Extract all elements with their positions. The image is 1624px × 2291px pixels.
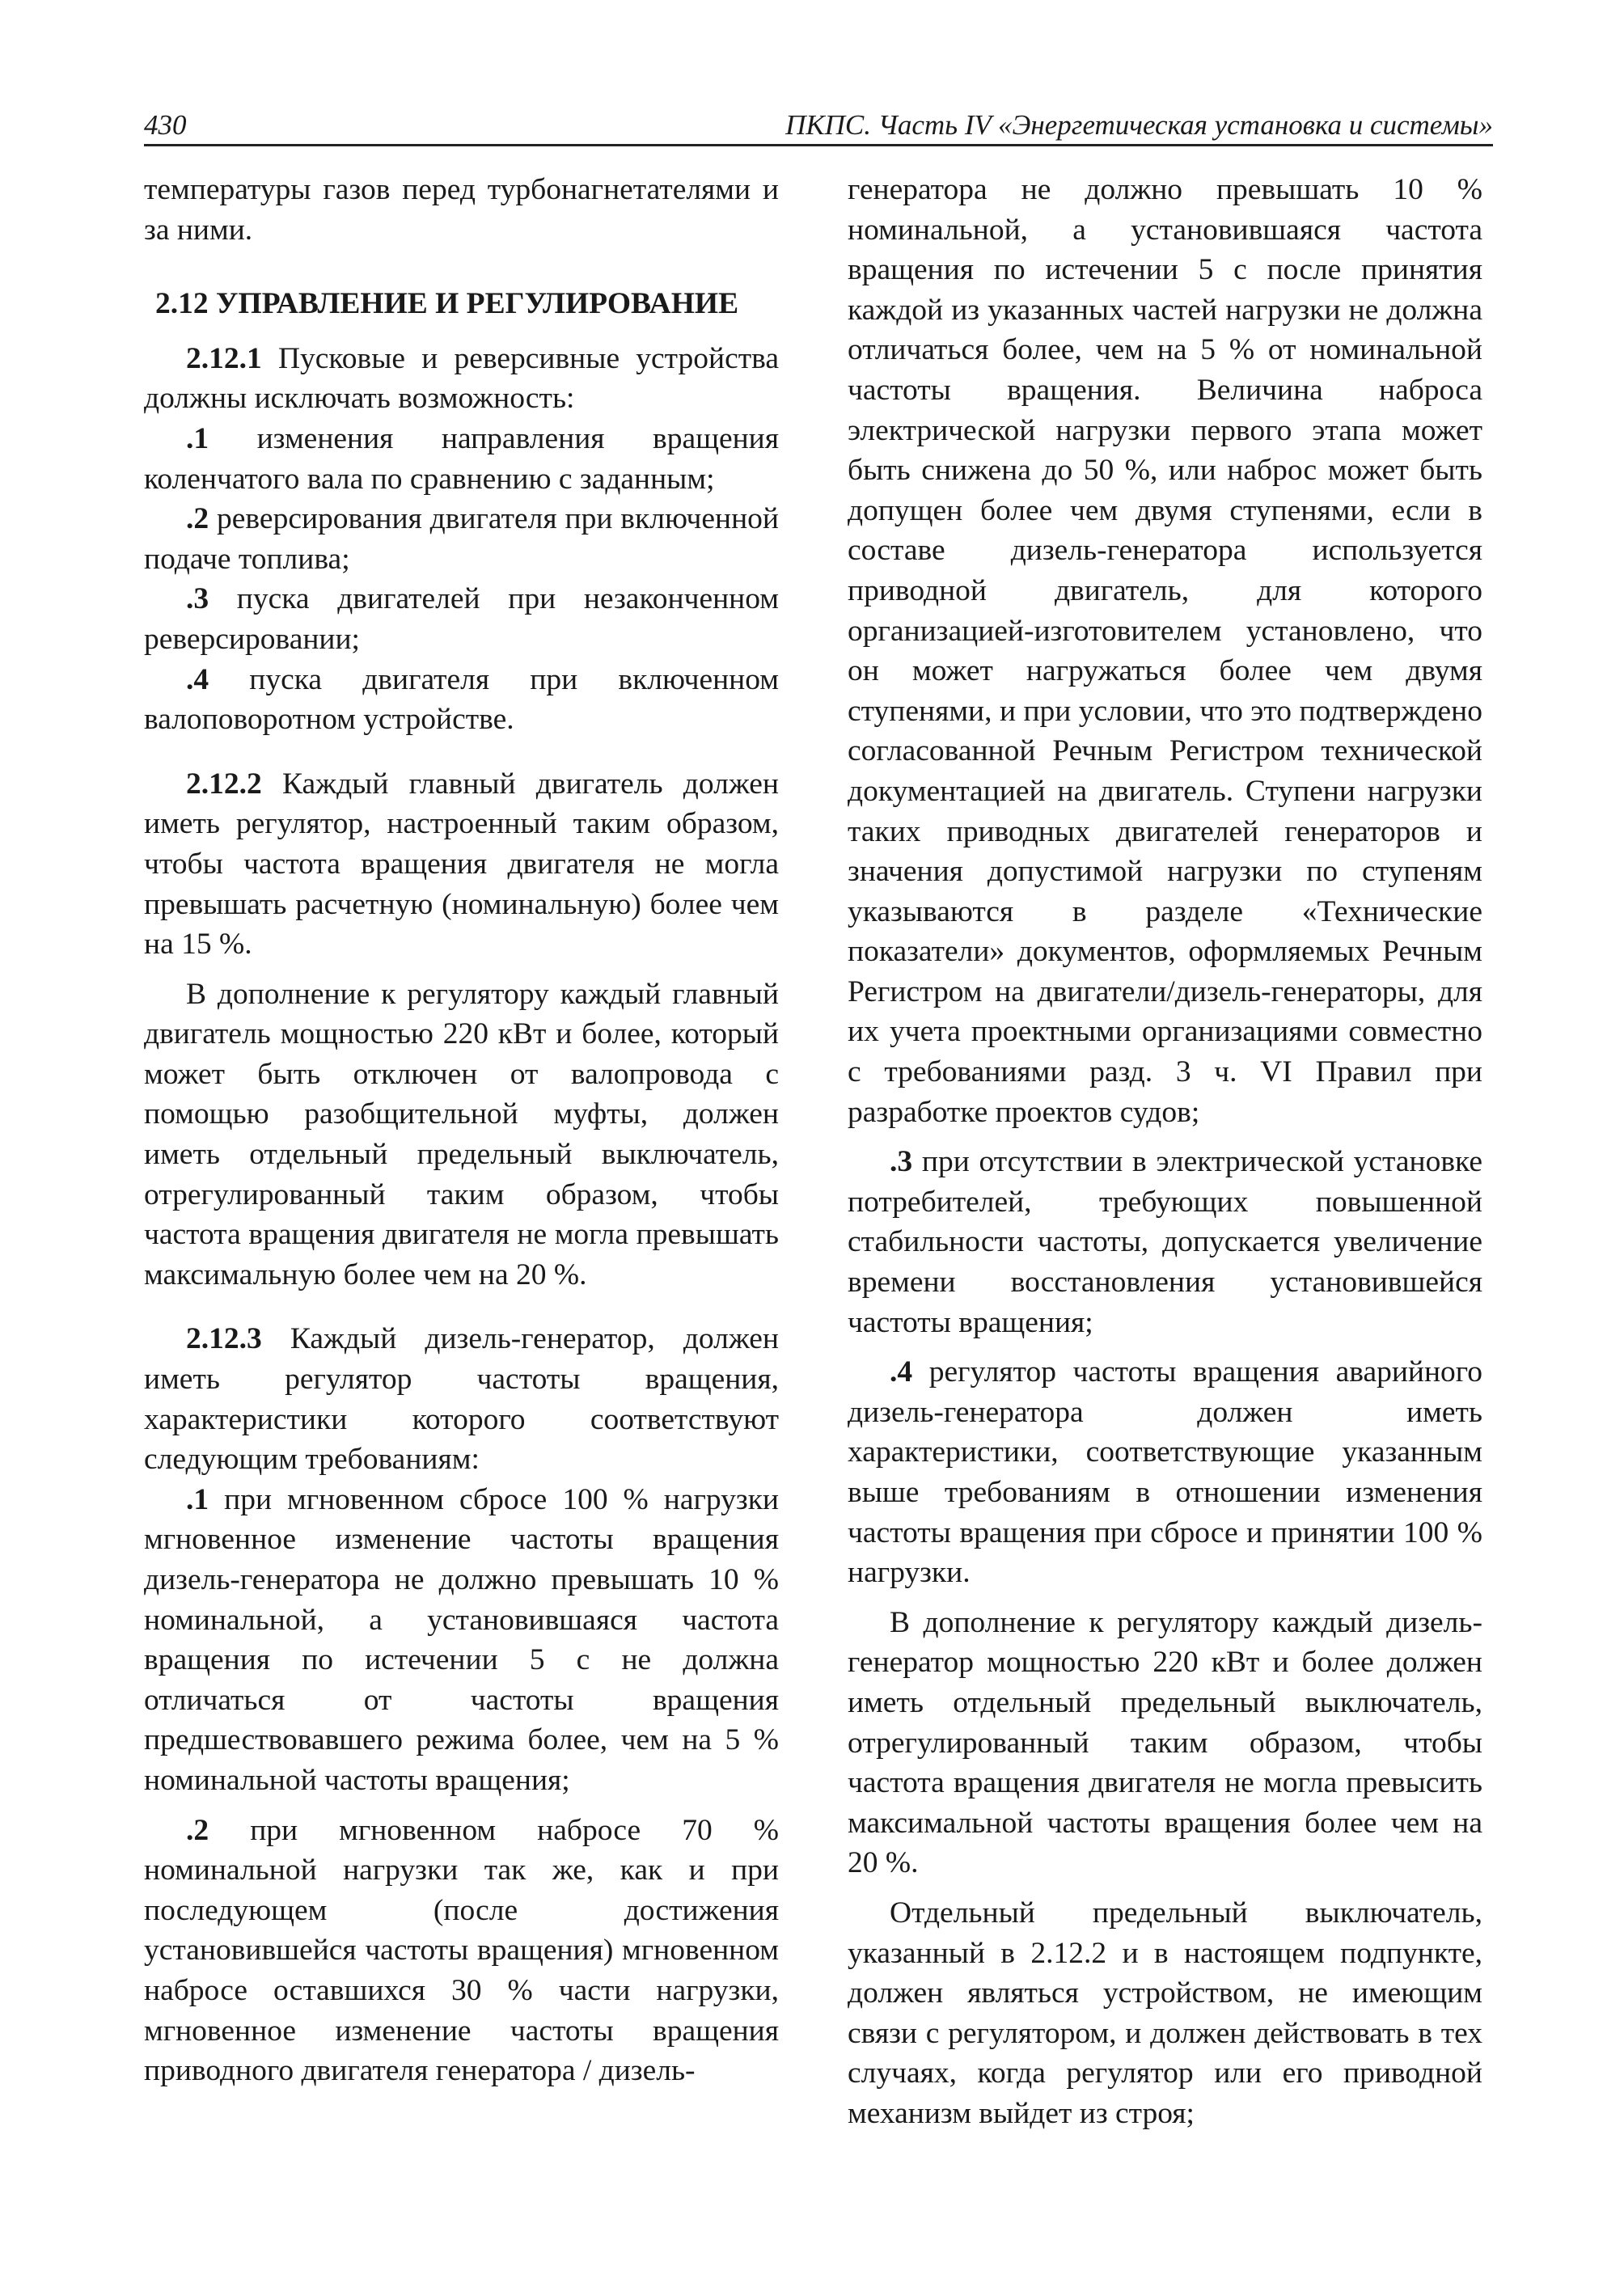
right-column: [848, 170, 1482, 2134]
subitem-text: при мгновенном набросе 70 % номинальной нагрузки так же, как и при последующем (после достижения установившейся частоты вращения) мгновенном набросе оставшихся 30 % части нагрузки, мгновенное изменение частоты вращения приводного двигателя генератора / дизель-: [144, 1813, 779, 2088]
subitem-3: [144, 579, 779, 659]
subitem-text: при отсутствии в электрической установке потребителей, требующих повышенной стабильности частоты, допускается увеличение времени восстановления установившейся частоты вращения;: [848, 1145, 1482, 1339]
clause-text: Каждый главный двигатель должен иметь регулятор, настроенный таким образом, чтобы частота вращения двигателя не могла превышать расчетную (номинальную) более чем на 15 %.: [144, 767, 779, 962]
clause-2-12-3: [144, 1319, 779, 1479]
subitem-1: [144, 419, 779, 499]
running-title: ПКПС. Часть IV «Энергетическая установка и системы»: [785, 109, 1493, 141]
subitem-number: .2: [186, 1813, 209, 1847]
paragraph-continued: температуры газов перед турбонагнетателями и за ними.: [144, 173, 779, 247]
subitem-text: регулятор частоты вращения аварийного дизель-генератора должен иметь характеристики, соответствующие указанным выше требованиям в отношении изменения частоты вращения при сбросе и принятии 100 % нагрузки.: [848, 1355, 1482, 1590]
subitem-2: [144, 1811, 779, 2091]
paragraph-separate-switch: Отдельный предельный выключатель, указанный в 2.12.2 и в настоящем подпункте, должен являться устройством, не имеющим связи с регулятором, и должен действовать в тех случаях, когда регулятор или его приводной механизм выйдет из строя;: [848, 1896, 1482, 2130]
subitem-number: .3: [890, 1145, 913, 1179]
page-number: 430: [144, 109, 187, 141]
subitem-text: пуска двигателей при незаконченном реверсировании;: [144, 582, 779, 656]
clause-number: 2.12.2: [186, 767, 262, 801]
paragraph-continued: генератора не должно превышать 10 % номинальной, а установившаяся частота вращения по истечении 5 с после принятия каждой из указанных частей нагрузки не должна отличаться более, чем на 5 % от номинальной частоты вращения. Величина наброса электрической нагрузки первого этапа может быть снижена до 50 %, или наброс может быть допущен более чем двумя ступенями, если в составе дизель-генератора используется приводной двигатель, для которого организацией-изготовителем установлено, что он может нагружаться более чем двумя ступенями, и при условии, что это подтверждено согласованной Речным Регистром технической документацией на двигатель. Ступени нагрузки таких приводных двигателей генераторов и значения допустимой нагрузки по ступеням указываются в разделе «Технические показатели» документов, оформляемых Речным Регистром на двигатели/дизель-генераторы, для их учета проектными организациями совместно с требованиями разд. 3 ч. VI Правил при разработке проектов судов;: [848, 173, 1482, 1129]
subitem-number: .1: [186, 421, 209, 455]
clause-2-12-2-paragraph: В дополнение к регулятору каждый главный двигатель мощностью 220 кВт и более, который может быть отключен от валопровода с помощью разобщительной муфты, должен иметь отдельный предельный выключатель, отрегулированный таким образом, чтобы частота вращения двигателя не могла превышать максимальную более чем на 20 %.: [144, 977, 779, 1291]
subitem-number: .1: [186, 1482, 209, 1516]
subitem-3: [848, 1142, 1482, 1342]
subitem-2: [144, 499, 779, 579]
clause-text: Пусковые и реверсивные устройства должны исключать возможность:: [144, 341, 779, 416]
left-column: [144, 170, 779, 2091]
clause-text: Каждый дизель-генератор, должен иметь регулятор частоты вращения, характеристики которого соответствуют следующим требованиям:: [144, 1322, 779, 1477]
subitem-text: пуска двигателя при включенном валоповоротном устройстве.: [144, 662, 779, 737]
subitem-text: при мгновенном сбросе 100 % нагрузки мгновенное изменение частоты вращения дизель-генератора не должно превышать 10 % номинальной, а установившаяся частота вращения по истечении 5 с не должна отличаться от частоты вращения предшествовавшего режима более, чем на 5 % номинальной частоты вращения;: [144, 1482, 779, 1797]
subitem-1: [144, 1480, 779, 1801]
clause-2-12-2: [144, 764, 779, 965]
subitem-number: .4: [890, 1355, 913, 1389]
subitem-number: .4: [186, 662, 209, 696]
subitem-4: [848, 1352, 1482, 1593]
page-header: [144, 107, 1493, 146]
clause-number: 2.12.1: [186, 341, 262, 375]
subitem-number: .2: [186, 502, 209, 536]
subitem-number: .3: [186, 582, 209, 616]
clause-number: 2.12.3: [186, 1322, 262, 1356]
clause-2-12-1: [144, 339, 779, 419]
section-heading: 2.12 УПРАВЛЕНИЕ И РЕГУЛИРОВАНИЕ: [155, 287, 739, 321]
subitem-text: реверсирования двигателя при включенной подаче топлива;: [144, 502, 779, 576]
subitem-4: [144, 660, 779, 740]
paragraph-limit-switch: В дополнение к регулятору каждый дизель-генератор мощностью 220 кВт и более должен иметь отдельный предельный выключатель, отрегулированный таким образом, чтобы частота вращения двигателя не могла превысить максимальной частоты вращения более чем на 20 %.: [848, 1605, 1482, 1880]
subitem-text: изменения направления вращения коленчатого вала по сравнению с заданным;: [144, 421, 779, 496]
